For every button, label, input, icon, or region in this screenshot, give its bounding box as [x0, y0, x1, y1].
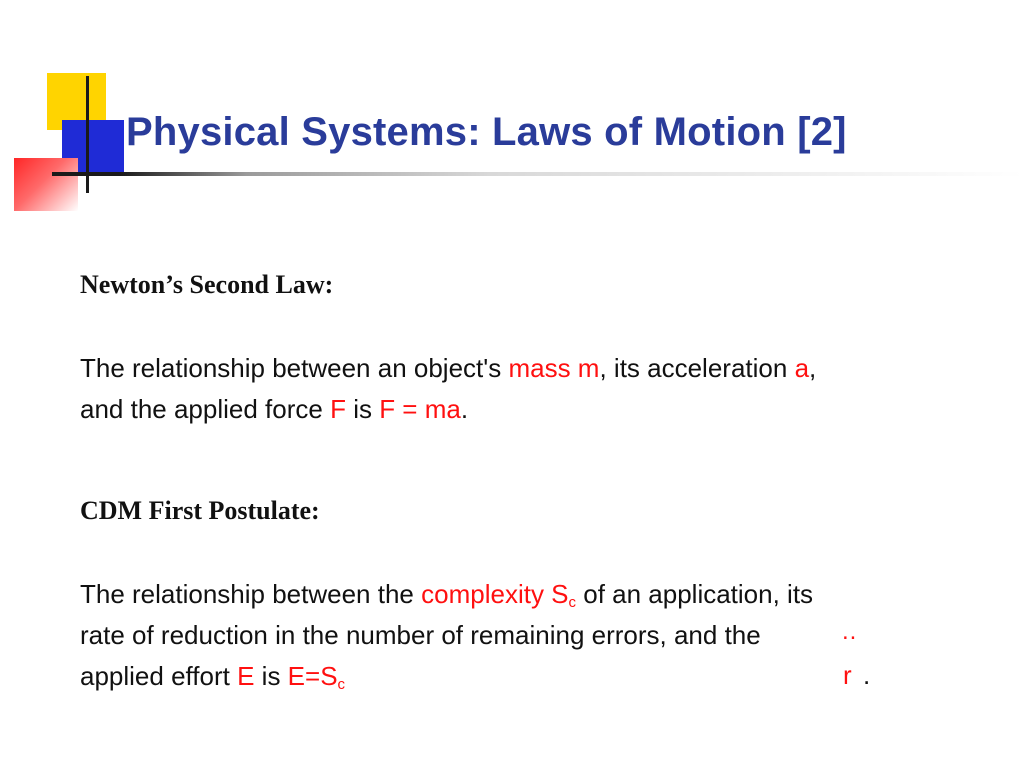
text-run: The relationship between an object's — [80, 353, 509, 383]
cdm-postulate-heading: CDM First Postulate: — [80, 496, 320, 525]
cdm-formula — [288, 661, 345, 691]
decor-red-square — [14, 158, 78, 211]
title-underline — [52, 172, 1024, 176]
complexity-subscript: c — [568, 594, 577, 611]
complexity-label: complexity S — [421, 579, 569, 609]
effort-term: E — [237, 661, 255, 691]
text-run: . — [460, 394, 469, 424]
text-run: , its acceleration — [599, 353, 795, 383]
force-term: F — [330, 394, 346, 424]
text-run: of an application, its rate of reduction in the number of remaining errors, and the applied effort — [80, 579, 814, 691]
newton-law-text — [80, 348, 840, 430]
formula-subscript: c — [337, 676, 346, 693]
mass-term: mass m — [508, 353, 600, 383]
second-derivative-dots: .. — [842, 618, 858, 645]
text-run: The relationship between the — [80, 579, 422, 609]
formula-period: . — [863, 660, 871, 690]
complexity-term — [421, 579, 576, 609]
text-run: is — [345, 394, 380, 424]
text-run: is — [254, 661, 288, 691]
acceleration-term: a — [794, 353, 810, 383]
newton-law-heading: Newton’s Second Law: — [80, 270, 334, 299]
formula-label: E=S — [287, 661, 338, 691]
text-run: , and the applied force — [80, 353, 817, 424]
cdm-postulate-text — [80, 574, 840, 697]
slide-title: Physical Systems: Laws of Motion [2] — [126, 110, 847, 154]
newton-formula: F = ma — [379, 394, 461, 424]
errors-variable-r: r — [843, 660, 852, 690]
